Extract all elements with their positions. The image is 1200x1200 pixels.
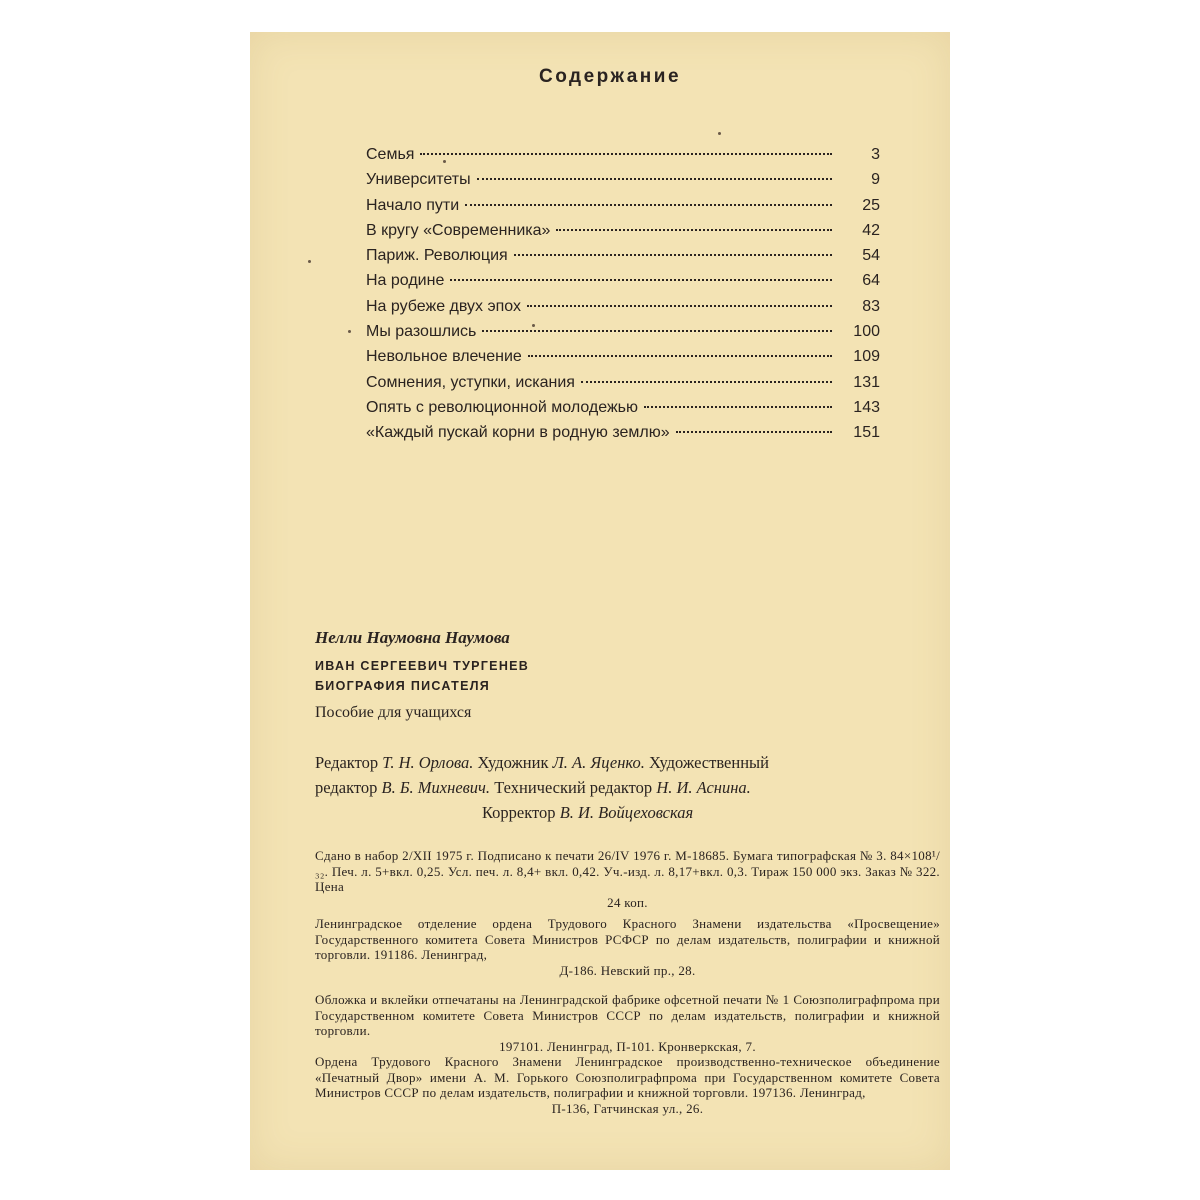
publisher-info bbox=[315, 916, 940, 978]
toc-entry-label: Семья bbox=[366, 146, 415, 163]
credit-name: Н. И. Аснина. bbox=[656, 778, 751, 797]
dot-leader bbox=[420, 153, 832, 155]
cover-printer-info bbox=[315, 992, 940, 1054]
printer-info bbox=[315, 1054, 940, 1116]
toc-entry-page: 83 bbox=[862, 297, 880, 315]
paper-speck bbox=[308, 260, 311, 263]
dot-leader bbox=[644, 406, 832, 408]
cover-printer-address: 197101. Ленинград, П-101. Кронверкская, 7. bbox=[499, 1038, 756, 1054]
book-subtitle: БИОГРАФИЯ ПИСАТЕЛЯ bbox=[315, 679, 491, 693]
credit-role: редактор bbox=[315, 778, 378, 797]
dot-leader bbox=[477, 178, 832, 180]
dot-leader bbox=[482, 330, 832, 332]
paper-speck bbox=[532, 324, 535, 327]
toc-entry-page: 3 bbox=[871, 146, 880, 163]
toc-entry-label: Париж. Революция bbox=[366, 247, 508, 265]
credit-role: Технический редактор bbox=[494, 778, 653, 797]
toc-entry-page: 109 bbox=[853, 348, 880, 366]
credit-name: В. И. Войцеховская bbox=[559, 803, 694, 822]
proofreader-line bbox=[315, 800, 945, 825]
toc-entry bbox=[366, 197, 880, 222]
toc-entry bbox=[366, 323, 880, 348]
credit-role: Корректор bbox=[482, 803, 556, 822]
toc-entry-page: 131 bbox=[853, 373, 880, 391]
printer-address: П-136, Гатчинская ул., 26. bbox=[551, 1100, 704, 1116]
publisher-text: Ленинградское отделение ордена Трудового Красного Знамени издательства «Просвещение» Государственного комитета Совета Министров РСФСР по делам издательств, полиграфии и книжной торговли. 191186. Ленинград, bbox=[315, 916, 940, 962]
dot-leader bbox=[465, 204, 832, 206]
toc-entry-label: На родине bbox=[366, 272, 445, 290]
toc-entry-page: 25 bbox=[862, 196, 880, 214]
toc-entry-label: В кругу «Современника» bbox=[366, 221, 551, 239]
dot-leader bbox=[676, 431, 832, 433]
toc-entry bbox=[366, 374, 880, 399]
publisher-address: Д-186. Невский пр., 28. bbox=[559, 962, 696, 978]
book-purpose: Пособие для учащихся bbox=[315, 704, 472, 721]
toc-entry-page: 143 bbox=[853, 398, 880, 416]
printer-text: Ордена Трудового Красного Знамени Ленинградское производственно-техническое объединение «Печатный Двор» имени А. М. Горького Союзполиграфпрома при Государственном комитете Совета Министров СССР по делам издательств, полиграфии и книжной торговли. 197136. Ленинград, bbox=[315, 1054, 940, 1100]
toc-entry-label: Мы разошлись bbox=[366, 323, 477, 341]
cover-printer-text: Обложка и вклейки отпечатаны на Ленинградской фабрике офсетной печати № 1 Союзполиграфпрома при Государственном комитете Совета Министров СССР по делам издательств, полиграфии и книжной торговли. bbox=[315, 992, 940, 1038]
dot-leader bbox=[581, 381, 832, 383]
toc-entry-page: 100 bbox=[853, 323, 880, 341]
toc-entry-page: 42 bbox=[862, 221, 880, 239]
credit-name: В. Б. Михневич. bbox=[381, 778, 491, 797]
toc-entry-page: 151 bbox=[853, 424, 880, 442]
paper-speck bbox=[718, 132, 721, 135]
print-imprint bbox=[315, 848, 940, 910]
credit-name: Л. А. Яценко. bbox=[552, 753, 645, 772]
dot-leader bbox=[528, 355, 832, 357]
price: 24 коп. bbox=[607, 894, 648, 910]
toc-entry-label: Сомнения, уступки, искания bbox=[366, 373, 575, 391]
toc-entry-label: «Каждый пускай корни в родную землю» bbox=[366, 424, 670, 442]
toc-entry-page: 54 bbox=[862, 247, 880, 265]
toc-entry-page: 9 bbox=[871, 171, 880, 189]
toc-entry bbox=[366, 348, 880, 373]
toc-entry bbox=[366, 298, 880, 323]
toc-entry-page: 64 bbox=[862, 272, 880, 290]
dot-leader bbox=[514, 254, 832, 256]
toc-title: Содержание bbox=[538, 66, 682, 87]
paper-speck bbox=[443, 160, 446, 163]
toc-entry-label: Начало пути bbox=[366, 196, 460, 214]
paper-speck bbox=[348, 330, 351, 333]
imprint-text: Сдано в набор 2/XII 1975 г. Подписано к печати 26/IV 1976 г. М-18685. Бумага типографская № 3. 84×108¹/₃₂. Печ. л. 5+вкл. 0,25. Усл. печ. л. 8,4+ вкл. 0,42. Уч.-изд. л. 8,17+вкл. 0,3. Тираж 150 000 экз. Заказ № 322. Цена bbox=[315, 848, 940, 894]
toc-entry bbox=[366, 222, 880, 247]
credit-name: Т. Н. Орлова. bbox=[382, 753, 474, 772]
toc-entry-label: На рубеже двух эпох bbox=[366, 297, 522, 315]
author-name: Нелли Наумовна Наумова bbox=[315, 628, 510, 647]
editorial-credits bbox=[315, 750, 945, 825]
book-page bbox=[250, 32, 950, 1170]
toc-entry bbox=[366, 247, 880, 272]
book-title: ИВАН СЕРГЕЕВИЧ ТУРГЕНЕВ bbox=[315, 659, 530, 673]
toc-entry bbox=[366, 171, 880, 196]
toc-entry-label: Университеты bbox=[366, 171, 471, 189]
toc-entry bbox=[366, 146, 880, 171]
toc-entry bbox=[366, 399, 880, 424]
toc-entry bbox=[366, 424, 880, 449]
dot-leader bbox=[556, 229, 832, 231]
dot-leader bbox=[450, 279, 832, 281]
credit-role: Редактор bbox=[315, 753, 379, 772]
toc-entry bbox=[366, 272, 880, 297]
credit-role: Художник bbox=[477, 753, 549, 772]
toc-entry-label: Опять с революционной молодежью bbox=[366, 398, 638, 416]
table-of-contents bbox=[366, 146, 880, 450]
toc-entry-label: Невольное влечение bbox=[366, 348, 522, 366]
credit-role: Художественный bbox=[648, 753, 769, 772]
dot-leader bbox=[527, 305, 832, 307]
